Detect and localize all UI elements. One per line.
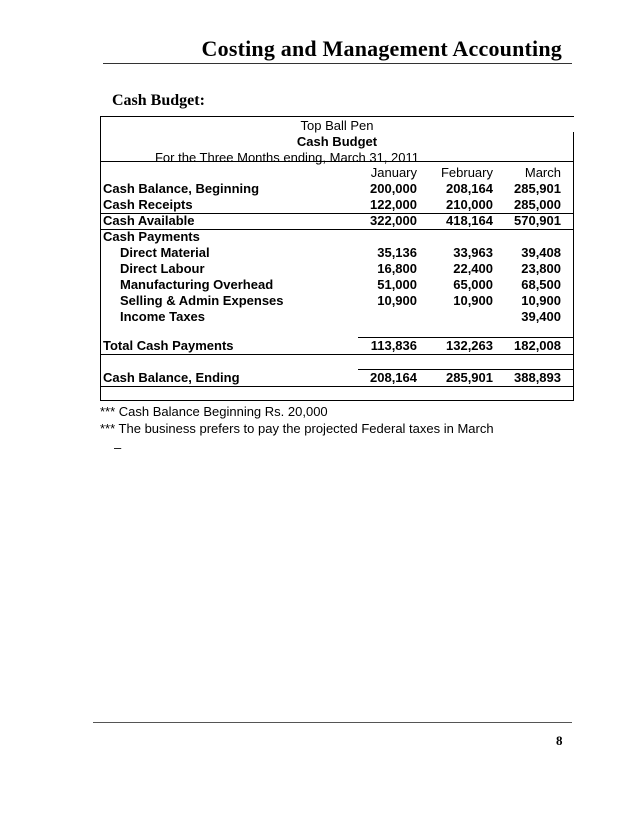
cell-february: 33,963 (453, 245, 493, 260)
cell-march: 39,408 (521, 245, 561, 260)
row-label: Cash Balance, Ending (103, 370, 240, 385)
cell-february: 65,000 (453, 277, 493, 292)
row-label: Cash Balance, Beginning (103, 181, 260, 196)
table-row (100, 197, 574, 213)
cell-march: 23,800 (521, 261, 561, 276)
table-row (100, 277, 574, 293)
table-row (100, 245, 574, 261)
table-row (100, 181, 574, 197)
footnotes (100, 403, 494, 437)
column-header-march: March (524, 165, 561, 180)
column-header-january: January (370, 165, 417, 180)
cell-january: 10,900 (377, 293, 417, 308)
footer-rule (93, 722, 572, 723)
page-header-title: Costing and Management Accounting (201, 36, 562, 61)
cell-march: 182,008 (514, 338, 561, 353)
table-row (100, 213, 574, 229)
row-label: Income Taxes (120, 309, 206, 324)
table-row (100, 229, 574, 245)
total-bottom-rule (100, 354, 574, 355)
cash-budget-table (100, 116, 574, 401)
header-rule (103, 63, 572, 64)
row-label: Cash Payments (103, 229, 200, 244)
footnote: *** The business prefers to pay the projected Federal taxes in March (100, 421, 494, 436)
column-header-february: February (440, 165, 493, 180)
table-border-bottom (100, 400, 574, 401)
cell-february: 10,900 (453, 293, 493, 308)
row-label: Direct Material (120, 245, 210, 260)
table-row (100, 261, 574, 277)
cell-march: 285,901 (514, 181, 561, 196)
table-row (100, 293, 574, 309)
footnote: *** Cash Balance Beginning Rs. 20,000 (100, 404, 328, 419)
cell-january: 113,836 (370, 338, 417, 353)
cell-february: 208,164 (446, 181, 493, 196)
cell-february: 22,400 (453, 261, 493, 276)
cell-february: 285,901 (446, 370, 493, 385)
stray-dash: – (114, 440, 122, 455)
cell-february: 132,263 (446, 338, 493, 353)
page-number: 8 (556, 733, 563, 748)
budget-period: For the Three Months ending, March 31, 2011 (154, 150, 419, 165)
cell-january: 51,000 (377, 277, 417, 292)
cell-january: 122,000 (370, 197, 417, 212)
section-title: Cash Budget: (112, 92, 205, 109)
cell-january: 208,164 (370, 370, 417, 385)
row-label: Total Cash Payments (103, 338, 234, 353)
ending-bottom-rule (100, 386, 574, 387)
cell-march: 10,900 (521, 293, 561, 308)
company-name: Top Ball Pen (300, 118, 374, 133)
cell-january: 200,000 (370, 181, 417, 196)
cell-january: 35,136 (377, 245, 417, 260)
table-row (100, 309, 574, 325)
header-divider (100, 161, 574, 162)
table-row (100, 338, 574, 354)
cell-january: 16,800 (377, 261, 417, 276)
cell-february: 210,000 (446, 197, 493, 212)
row-label: Direct Labour (120, 261, 205, 276)
budget-title: Cash Budget (296, 134, 378, 149)
table-border-top (100, 116, 574, 117)
cell-january: 322,000 (370, 213, 417, 228)
cell-february: 418,164 (446, 213, 493, 228)
row-label: Selling & Admin Expenses (120, 293, 284, 308)
row-label: Cash Receipts (103, 197, 193, 212)
cell-march: 570,901 (514, 213, 561, 228)
row-label: Cash Available (103, 213, 195, 228)
cell-march: 39,400 (521, 309, 561, 324)
table-row (100, 370, 574, 386)
column-header-row (100, 165, 574, 181)
cell-march: 68,500 (521, 277, 561, 292)
cell-march: 388,893 (514, 370, 561, 385)
row-label: Manufacturing Overhead (120, 277, 274, 292)
cell-march: 285,000 (514, 197, 561, 212)
